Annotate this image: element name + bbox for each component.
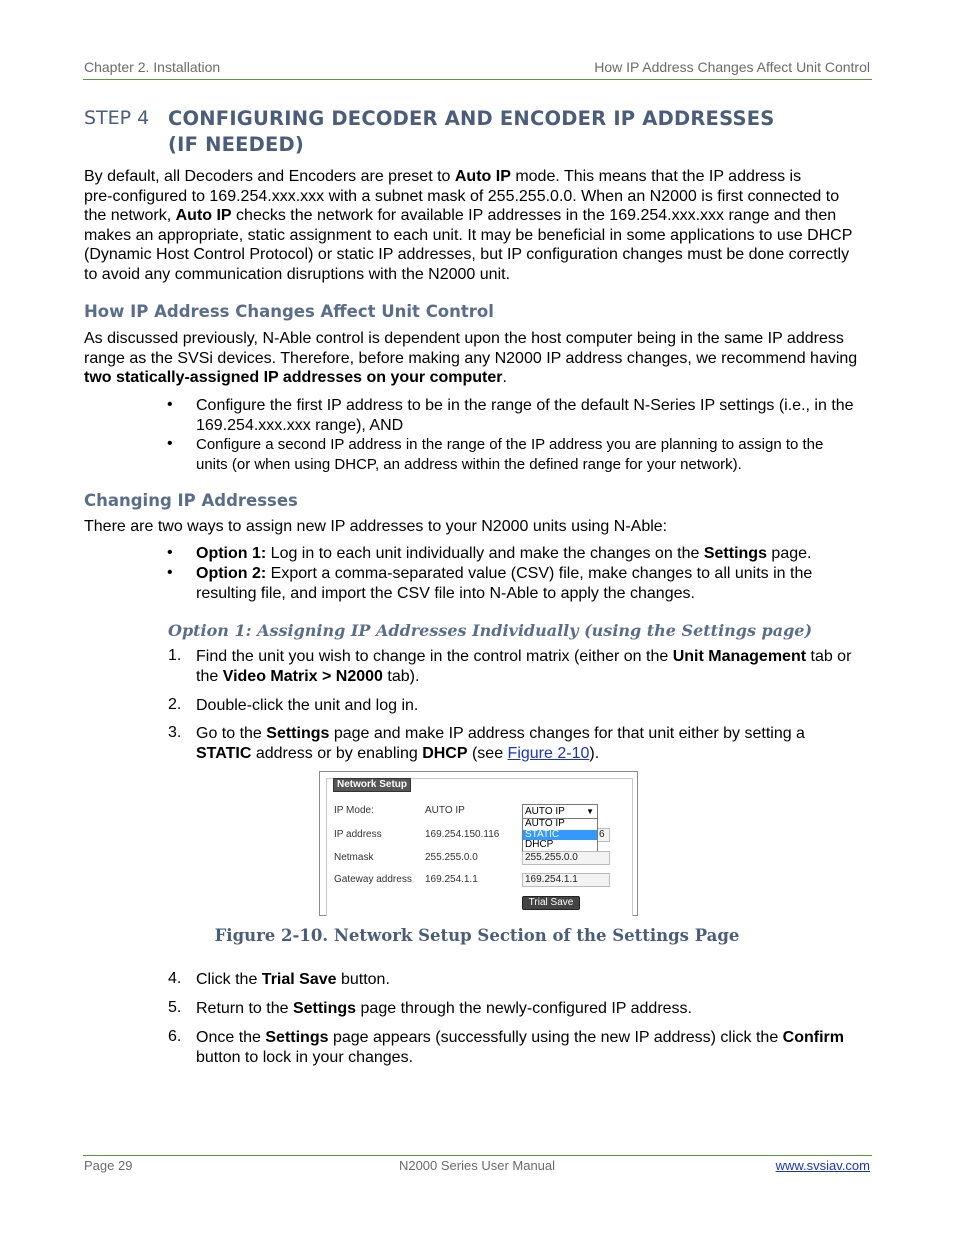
ip-mode-dropdown[interactable]: [522, 818, 598, 852]
step-number: 1.: [168, 647, 182, 664]
list-item: Configure the first IP address to be in the range of the default N-Series IP settings (i.e., in the 169.254.xxx.xxx range), AND: [196, 397, 854, 434]
ip-mode-value: AUTO IP: [425, 805, 465, 816]
gateway-value: 169.254.1.1: [425, 874, 478, 885]
ip-address-label: IP address: [334, 829, 382, 840]
ip-address-value: 169.254.150.116: [425, 829, 500, 840]
netmask-label: Netmask: [334, 852, 374, 863]
bullet-marker: •: [167, 435, 173, 452]
header-chapter: Chapter 2. Installation: [84, 59, 221, 75]
ip-mode-select[interactable]: AUTO IP ▼: [522, 804, 598, 819]
step-number: 2.: [168, 696, 182, 713]
network-setup-title: Network Setup: [333, 778, 411, 792]
footer-rule: [83, 1155, 872, 1156]
section2-intro: There are two ways to assign new IP addresses to your N2000 units using N-Able:: [84, 518, 668, 535]
header-section: How IP Address Changes Affect Unit Control: [594, 59, 870, 75]
step-item-2: Double-click the unit and log in.: [196, 697, 419, 714]
step-number: 5.: [168, 999, 182, 1016]
page-title-line1: CONFIGURING DECODER AND ENCODER IP ADDRESSES: [168, 107, 775, 130]
intro-paragraph: By default, all Decoders and Encoders are preset to Auto IP mode. This means that the IP address is pre-configured to 169.254.xxx.xxx with a subnet mask of 255.255.0.0. When an N2000 is first connected to the network, Auto IP checks the network for available IP addresses in the 169.254.xxx.xxx range and then makes an appropriate, static assignment to each unit. It may be beneficial in some applications to use DHCP (Dynamic Host Control Protocol) or static IP addresses, but IP configuration changes must be done correctly to avoid any communication disruptions with the N2000 unit.: [84, 168, 853, 283]
section-heading-changing-ip: Changing IP Addresses: [84, 491, 298, 510]
section1-paragraph: As discussed previously, N-Able control is dependent upon the host computer being in the same IP address range as the SVSi devices. Therefore, before making any N2000 IP address changes, we recommend having two statically-assigned IP addresses on your computer.: [84, 330, 858, 387]
figure-link[interactable]: Figure 2-10: [507, 744, 590, 762]
chevron-down-icon: ▼: [586, 807, 594, 816]
ip-address-input[interactable]: 6: [522, 828, 610, 842]
netmask-value: 255.255.0.0: [425, 852, 478, 863]
page-title-line2: (IF NEEDED): [168, 133, 305, 156]
ip-mode-label: IP Mode:: [334, 805, 374, 816]
network-setup-panel: [326, 778, 633, 916]
step-label: STEP 4: [84, 107, 150, 129]
step-number: 6.: [168, 1028, 182, 1045]
step-item-4: Click the Trial Save button.: [196, 971, 390, 988]
step-number: 3.: [168, 724, 182, 741]
step-item-5: Return to the Settings page through the newly-configured IP address.: [196, 1000, 692, 1017]
bullet-marker: •: [167, 396, 173, 413]
netmask-input[interactable]: 255.255.0.0: [522, 851, 610, 865]
network-setup-figure: [319, 771, 638, 916]
section-heading-ip-changes: How IP Address Changes Affect Unit Control: [84, 302, 494, 321]
footer-page-number: Page 29: [84, 1158, 133, 1173]
trial-save-button[interactable]: Trial Save: [522, 896, 580, 910]
gateway-label: Gateway address: [334, 874, 412, 885]
figure-caption: Figure 2-10. Network Setup Section of the Settings Page: [214, 926, 740, 945]
list-item: Option 1: Log in to each unit individually and make the changes on the Settings page.: [196, 545, 812, 562]
step-item-1: Find the unit you wish to change in the control matrix (either on the Unit Management tab or the Video Matrix > N2000 tab).: [196, 648, 852, 685]
list-item: Configure a second IP address in the range of the IP address you are planning to assign to the units (or when using DHCP, an address within the defined range for your network).: [196, 436, 824, 473]
dropdown-option-static[interactable]: STATIC: [523, 830, 597, 841]
page-title: [168, 106, 774, 158]
header-rule: [83, 79, 872, 80]
bullet-marker: •: [167, 544, 173, 561]
dropdown-option-dhcp[interactable]: DHCP: [525, 839, 554, 850]
gateway-input[interactable]: 169.254.1.1: [522, 873, 610, 887]
list-item: Option 2: Export a comma-separated value (CSV) file, make changes to all units in the resulting file, and import the CSV file into N-Able to apply the changes.: [196, 565, 813, 602]
step-number: 4.: [168, 970, 182, 987]
footer-website-link[interactable]: www.svsiav.com: [775, 1158, 870, 1173]
bullet-marker: •: [167, 564, 173, 581]
dropdown-option-auto-ip[interactable]: AUTO IP: [525, 818, 565, 829]
step-item-6: Once the Settings page appears (successfully using the new IP address) click the Confirm button to lock in your changes.: [196, 1029, 844, 1066]
footer-manual-title: N2000 Series User Manual: [398, 1158, 556, 1173]
option1-heading: Option 1: Assigning IP Addresses Individually (using the Settings page): [168, 621, 813, 640]
step-item-3: Go to the Settings page and make IP address changes for that unit either by setting a STATIC address or by enabling DHCP (see Figure 2-10).: [196, 725, 805, 762]
